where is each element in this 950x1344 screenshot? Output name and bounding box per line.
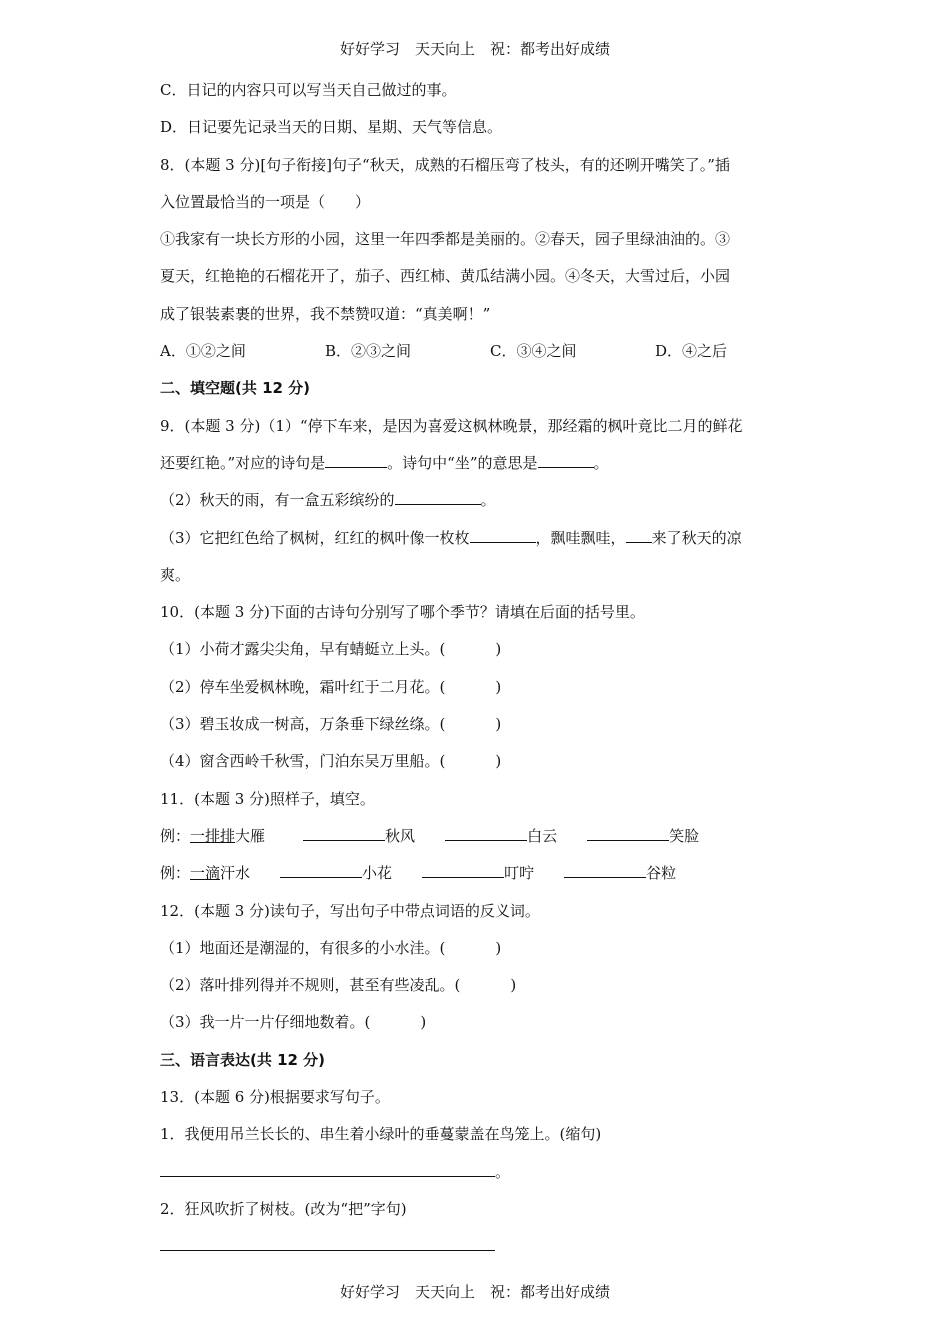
question-10-item-3: （3）碧玉妆成一树高，万条垂下绿丝绦。( ): [160, 715, 502, 734]
question-11-example-1: 例：一排排大雁 秋风 白云 笑脸: [160, 821, 800, 858]
question-9-part-3: （3）它把红色给了枫树，红红的枫叶像一枚枚 ，飘哇飘哇， 来了秋天的凉: [160, 523, 800, 560]
question-8-line-1: 8．(本题 3 分)[句子衔接]句子“秋天，成熟的石榴压弯了枝头，有的还咧开嘴笑了。”插: [160, 155, 730, 174]
option-a: A．①②之间: [160, 342, 246, 361]
answer-blank[interactable]: [280, 859, 362, 878]
example-underlined: 一排排: [190, 826, 236, 845]
question-9-line-1: 9．(本题 3 分)（1）“停下车来，是因为喜爱这枫林晚景，那经霜的枫叶竟比二月的鲜花: [160, 416, 743, 435]
answer-blank[interactable]: [564, 859, 646, 878]
passage-line-1: ①我家有一块长方形的小园，这里一年四季都是美丽的。②春天，园子里绿油油的。③: [160, 230, 731, 249]
section-3-title: 三、语言表达(共 12 分): [160, 1050, 326, 1069]
answer-blank[interactable]: [587, 822, 669, 841]
answer-line[interactable]: [160, 1158, 495, 1177]
section-2-title: 二、填空题(共 12 分): [160, 379, 311, 398]
answer-blank[interactable]: [303, 822, 385, 841]
question-13-answer-2: [160, 1231, 800, 1268]
question-13-title: 13．(本题 6 分)根据要求写句子。: [160, 1088, 390, 1107]
question-12-item-2: （2）落叶排列得并不规则，甚至有些凌乱。( ): [160, 976, 517, 995]
question-12-item-3: （3）我一片一片仔细地数着。( ): [160, 1013, 427, 1032]
question-13-item-2: 2．狂风吹折了树枝。(改为“把”字句): [160, 1199, 407, 1218]
answer-blank[interactable]: [445, 822, 527, 841]
question-10-item-1: （1）小荷才露尖尖角，早有蜻蜓立上头。( ): [160, 640, 502, 659]
question-13-answer-1: 。: [160, 1157, 800, 1194]
answer-blank[interactable]: [325, 449, 387, 468]
question-8-line-2: 入位置最恰当的一项是（ ）: [160, 192, 371, 211]
question-12-item-1: （1）地面还是潮湿的，有很多的小水洼。( ): [160, 938, 502, 957]
question-10-item-4: （4）窗含西岭千秋雪，门泊东吴万里船。( ): [160, 752, 502, 771]
option-b: B．②③之间: [325, 342, 412, 361]
option-d: D．④之后: [655, 342, 728, 361]
question-9-line-2: 还要红艳。”对应的诗句是 。诗句中“坐”的意思是 。: [160, 448, 800, 485]
answer-blank[interactable]: [470, 524, 536, 543]
option-c-line: C．日记的内容只可以写当天自己做过的事。: [160, 81, 457, 99]
answer-line[interactable]: [160, 1232, 495, 1251]
option-d-line: D．日记要先记录当天的日期、星期、天气等信息。: [160, 118, 503, 137]
question-13-item-1: 1．我便用吊兰长长的、串生着小绿叶的垂蔓蒙盖在鸟笼上。(缩句): [160, 1125, 602, 1144]
question-8-options: [160, 336, 800, 373]
worksheet-body: [160, 75, 800, 1269]
page-header: 好好学习 天天向上 祝：都考出好成绩: [339, 40, 610, 58]
page-footer: 好好学习 天天向上 祝：都考出好成绩: [339, 1283, 610, 1301]
question-11-title: 11．(本题 3 分)照样子，填空。: [160, 789, 375, 808]
question-9-part-2: （2）秋天的雨，有一盒五彩缤纷的 。: [160, 485, 800, 522]
question-10-item-2: （2）停车坐爱枫林晚，霜叶红于二月花。( ): [160, 677, 502, 696]
answer-blank[interactable]: [538, 449, 594, 468]
question-10-title: 10．(本题 3 分)下面的古诗句分别写了哪个季节？请填在后面的括号里。: [160, 603, 645, 622]
option-c: C．③④之间: [490, 342, 577, 361]
answer-blank[interactable]: [395, 486, 481, 505]
question-12-title: 12．(本题 3 分)读句子，写出句子中带点词语的反义词。: [160, 901, 540, 920]
question-9-part-3-cont: 爽。: [160, 565, 191, 584]
answer-blank[interactable]: [422, 859, 504, 878]
question-11-example-2: 例：一滴汗水 小花 叮咛 谷粒: [160, 858, 800, 895]
answer-blank[interactable]: [626, 524, 652, 543]
passage-line-2: 夏天，红艳艳的石榴花开了，茄子、西红柿、黄瓜结满小园。④冬天，大雪过后，小园: [160, 267, 731, 286]
passage-line-3: 成了银装素裹的世界，我不禁赞叹道：“真美啊！”: [160, 304, 491, 323]
example-underlined: 一滴: [190, 864, 221, 883]
